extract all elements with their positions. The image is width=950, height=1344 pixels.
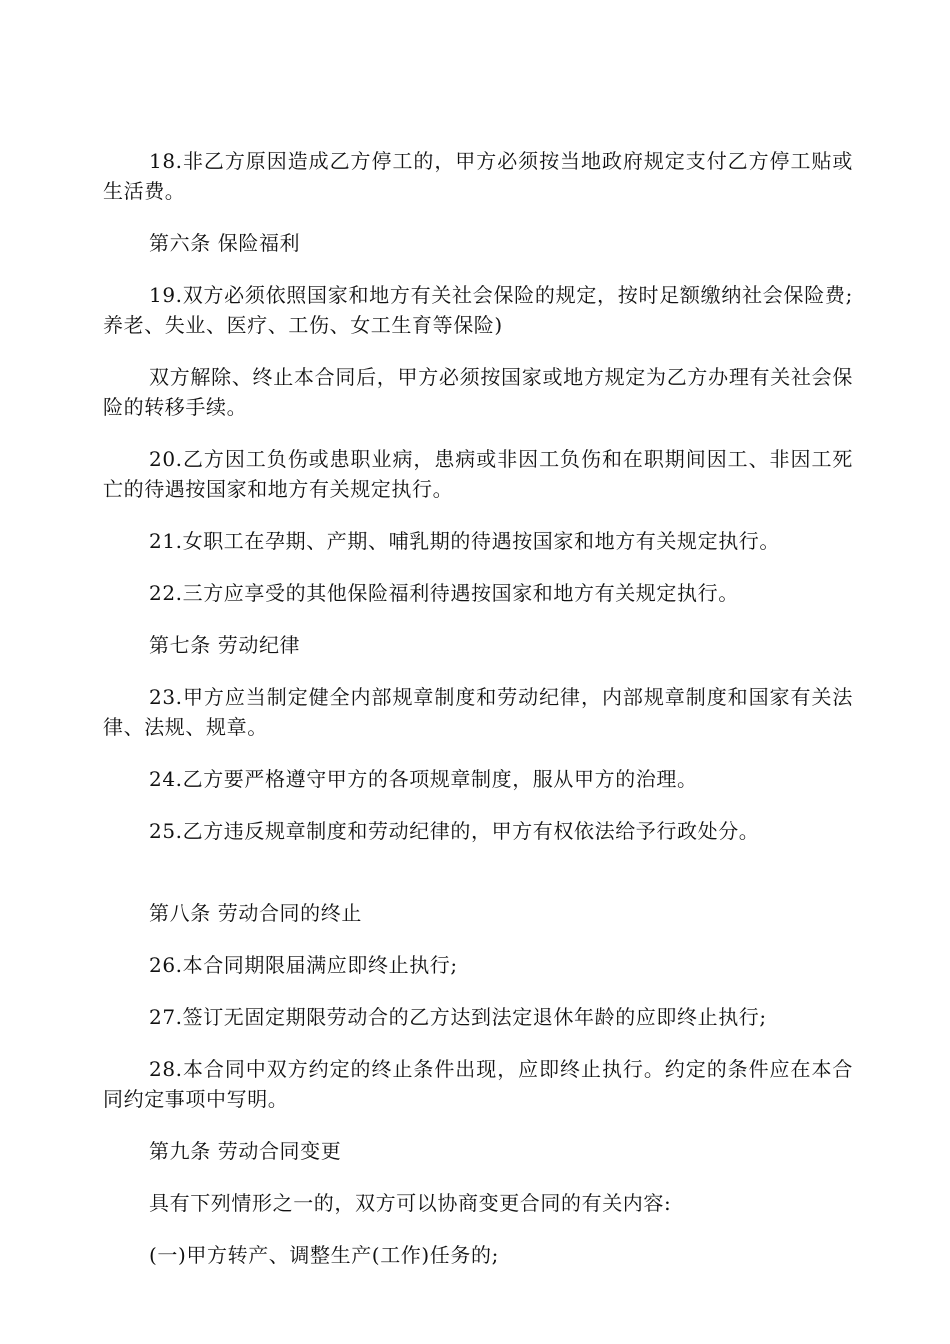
clause-26: 26.本合同期限届满应即终止执行; [149,953,458,977]
clause-24: 24.乙方要严格遵守甲方的各项规章制度，服从甲方的治理。 [149,767,698,791]
change-condition-1: (一)甲方转产、调整生产(工作)任务的; [149,1243,499,1267]
clause-19-supplement: 双方解除、终止本合同后，甲方必须按国家或地方规定为乙方办理有关社会保险的转移手续。 [103,365,853,419]
clause-25: 25.乙方违反规章制度和劳动纪律的，甲方有权依法给予行政处分。 [149,819,760,843]
clause-28: 28.本合同中双方约定的终止条件出现，应即终止执行。约定的条件应在本合同约定事项中写明。 [103,1057,853,1111]
section-heading-8: 第八条 劳动合同的终止 [149,901,362,925]
clause-20: 20.乙方因工负伤或患职业病，患病或非因工负伤和在职期间因工、非因工死亡的待遇按国家和地方有关规定执行。 [103,447,853,501]
clause-23: 23.甲方应当制定健全内部规章制度和劳动纪律，内部规章制度和国家有关法律、法规、规章。 [103,685,853,739]
section-heading-6: 第六条 保险福利 [149,231,301,255]
clause-27: 27.签订无固定期限劳动合的乙方达到法定退休年龄的应即终止执行; [149,1005,767,1029]
clause-18: 18.非乙方原因造成乙方停工的，甲方必须按当地政府规定支付乙方停工贴或生活费。 [103,149,853,203]
change-conditions-intro: 具有下列情形之一的，双方可以协商变更合同的有关内容: [149,1191,672,1215]
section-heading-7: 第七条 劳动纪律 [149,633,301,657]
clause-21: 21.女职工在孕期、产期、哺乳期的待遇按国家和地方有关规定执行。 [149,529,781,553]
document-body [103,146,853,1270]
clause-19: 19.双方必须依照国家和地方有关社会保险的规定，按时足额缴纳社会保险费;养老、失业、医疗、工伤、女工生育等保险) [103,283,853,337]
clause-22: 22.三方应享受的其他保险福利待遇按国家和地方有关规定执行。 [149,581,739,605]
section-heading-9: 第九条 劳动合同变更 [149,1139,342,1163]
